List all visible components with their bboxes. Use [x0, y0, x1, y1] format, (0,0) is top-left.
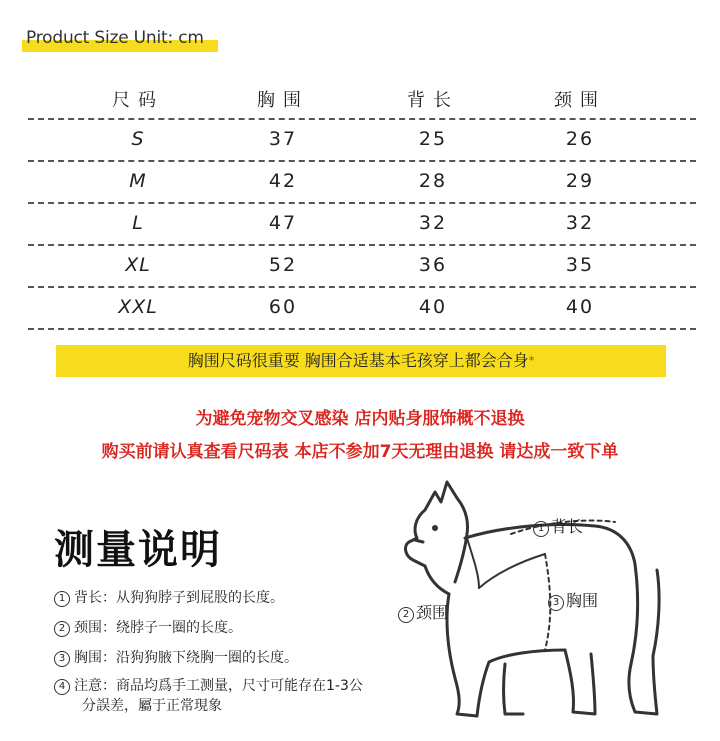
chest-cell: 60	[268, 296, 298, 318]
dog-label-chest	[548, 588, 598, 611]
table-row	[28, 204, 696, 246]
size-table	[28, 78, 696, 330]
instruction-item	[54, 675, 363, 695]
column-header-neck: 颈围	[554, 90, 606, 111]
chest-cell: 37	[268, 128, 298, 150]
instruction-item	[54, 647, 298, 667]
number-circle: 1	[533, 521, 549, 537]
table-row	[28, 288, 696, 330]
number-circle: 3	[548, 595, 564, 611]
chest-cell: 42	[268, 170, 298, 192]
table-row	[28, 246, 696, 288]
instruction-text-continued: 分誤差，屬于正常現象	[82, 698, 222, 714]
back-cell: 40	[418, 296, 448, 318]
size-cell: XXL	[118, 296, 158, 318]
size-check-notice: 购买前请认真查看尺码表 本店不参加7天无理由退换 请达成一致下单	[101, 442, 619, 462]
chest-cell: 47	[268, 212, 298, 234]
chest-cell: 52	[268, 254, 298, 276]
number-circle: 3	[54, 651, 70, 667]
back-cell: 36	[418, 254, 448, 276]
instruction-item	[54, 587, 284, 607]
neck-cell: 40	[565, 296, 595, 318]
instruction-text: 颈围：绕脖子一圈的长度。	[74, 620, 242, 636]
column-header-size: 尺码	[112, 90, 164, 111]
size-cell: L	[132, 212, 144, 234]
neck-cell: 29	[565, 170, 595, 192]
dog-label-neck	[398, 600, 448, 623]
number-circle: 4	[54, 679, 70, 695]
instruction-text: 胸围：沿狗狗腋下绕胸一圈的长度。	[74, 650, 298, 666]
dog-label-text: 背长	[551, 517, 584, 536]
back-cell: 25	[418, 128, 448, 150]
size-cell: M	[129, 170, 147, 192]
dog-label-text: 胸围	[566, 591, 599, 610]
dog-label-text: 颈围	[416, 603, 449, 622]
measurement-title: 测量说明	[54, 527, 222, 573]
no-return-notice: 为避免宠物交叉感染 店内贴身服饰概不退换	[195, 409, 525, 429]
banner-star: *	[528, 354, 535, 367]
table-header-row	[28, 78, 696, 120]
column-header-back: 背长	[407, 90, 459, 111]
neck-cell: 35	[565, 254, 595, 276]
instruction-text: 注意：商品均爲手工测量，尺寸可能存在1-3公	[74, 678, 363, 694]
banner-text: 胸围尺码很重要 胸围合适基本毛孩穿上都会合身	[187, 351, 529, 370]
instruction-text: 背长：从狗狗脖子到屁股的长度。	[74, 590, 284, 606]
table-row	[28, 120, 696, 162]
size-cell: XL	[125, 254, 151, 276]
neck-cell: 32	[565, 212, 595, 234]
number-circle: 2	[54, 621, 70, 637]
chest-size-banner	[56, 345, 666, 377]
number-circle: 1	[54, 591, 70, 607]
back-cell: 32	[418, 212, 448, 234]
instruction-item	[54, 617, 242, 637]
column-header-chest: 胸围	[257, 90, 309, 111]
number-circle: 2	[398, 607, 414, 623]
size-cell: S	[131, 128, 145, 150]
table-row	[28, 162, 696, 204]
neck-cell: 26	[565, 128, 595, 150]
page-title: Product Size Unit: cm	[26, 28, 204, 48]
back-cell: 28	[418, 170, 448, 192]
dog-label-back-length	[533, 514, 583, 537]
